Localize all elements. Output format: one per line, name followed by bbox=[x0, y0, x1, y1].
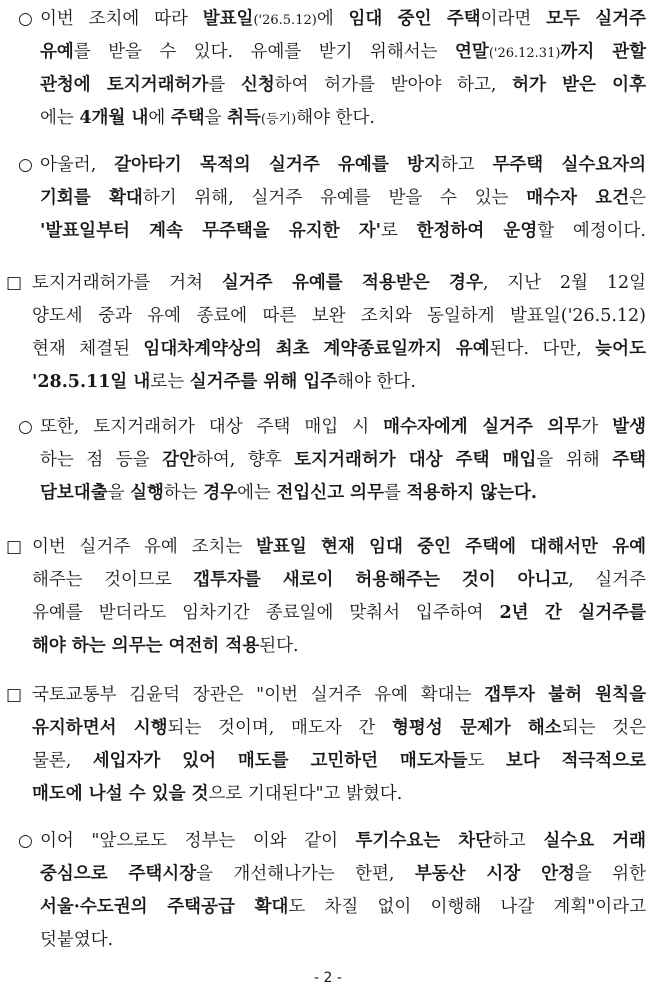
page-number: - 2 - bbox=[314, 970, 342, 986]
p2-line-1: 아울러, 갈아타기 목적의 실거주 유예를 방지하고 무주택 실수요자의 bbox=[40, 155, 646, 175]
p5-line-2: 해주는 것이므로 갭투자를 새로이 허용해주는 것이 아니고, 실거주 bbox=[32, 570, 646, 590]
square-bullet: □ bbox=[6, 685, 23, 705]
square-bullet: □ bbox=[6, 537, 23, 557]
p6-line-4: 매도에 나설 수 있을 것으로 기대된다"고 밝혔다. bbox=[32, 784, 403, 804]
circle-bullet: ○ bbox=[18, 831, 33, 851]
paragraph-2 bbox=[18, 148, 646, 250]
p4-line-1: 또한, 토지거래허가 대상 주택 매입 시 매수자에게 실거주 의무가 발생 bbox=[40, 417, 647, 437]
paragraph-4 bbox=[18, 410, 646, 512]
paragraph-5 bbox=[6, 530, 646, 666]
p3-line-4: '28.5.11일 내로는 실거주를 위해 입주해야 한다. bbox=[32, 372, 416, 392]
p7-line-3: 서울·수도권의 주택공급 확대도 차질 없이 이행해 나갈 계획"이라고 bbox=[40, 897, 647, 917]
p4-line-2: 하는 점 등을 감안하여, 향후 토지거래허가 대상 주택 매입을 위해 주택 bbox=[40, 450, 646, 470]
p7-line-2: 중심으로 주택시장을 개선해나가는 한편, 부동산 시장 안정을 위한 bbox=[40, 864, 646, 884]
p1-line-1: 이번 조치에 따라 발표일('26.5.12)에 임대 중인 주택이라면 모두 실거주 bbox=[40, 9, 647, 29]
p5-line-1: 이번 실거주 유예 조치는 발표일 현재 임대 중인 주택에 대해서만 유예 bbox=[32, 537, 646, 557]
p3-line-3: 현재 체결된 임대차계약상의 최초 계약종료일까지 유예된다. 다만, 늦어도 bbox=[32, 339, 646, 359]
p2-line-3: '발표일부터 계속 무주택을 유지한 자'로 한정하여 운영할 예정이다. bbox=[40, 221, 646, 241]
p3-line-1: 토지거래허가를 거쳐 실거주 유예를 적용받은 경우, 지난 2월 12일 bbox=[32, 273, 646, 293]
paragraph-6 bbox=[6, 678, 646, 814]
p1-line-2: 유예를 받을 수 있다. 유예를 받기 위해서는 연말('26.12.31)까지 관할 bbox=[40, 42, 647, 62]
p1-line-4: 에는 4개월 내에 주택을 취득(등기)해야 한다. bbox=[40, 108, 375, 128]
p1-line-3: 관청에 토지거래허가를 신청하여 허가를 받아야 하고, 허가 받은 이후 bbox=[40, 75, 646, 95]
paragraph-7 bbox=[18, 824, 646, 960]
paragraph-1 bbox=[18, 2, 646, 138]
p7-line-1: 이어 "앞으로도 정부는 이와 같이 투기수요는 차단하고 실수요 거래 bbox=[40, 831, 646, 851]
square-bullet: □ bbox=[6, 273, 23, 293]
p2-line-2: 기회를 확대하기 위해, 실거주 유예를 받을 수 있는 매수자 요건은 bbox=[40, 188, 647, 208]
circle-bullet: ○ bbox=[18, 9, 33, 29]
p5-line-4: 해야 하는 의무는 여전히 적용된다. bbox=[32, 636, 299, 656]
paragraph-3 bbox=[6, 266, 646, 402]
circle-bullet: ○ bbox=[18, 417, 33, 437]
circle-bullet: ○ bbox=[18, 155, 33, 175]
p6-line-3: 물론, 세입자가 있어 매도를 고민하던 매도자들도 보다 적극적으로 bbox=[32, 751, 647, 771]
p6-line-1: 국토교통부 김윤덕 장관은 "이번 실거주 유예 확대는 갭투자 불허 원칙을 bbox=[32, 685, 646, 705]
p5-line-3: 유예를 받더라도 임차기간 종료일에 맞춰서 입주하여 2년 간 실거주를 bbox=[32, 603, 646, 623]
p7-line-4: 덧붙였다. bbox=[40, 930, 114, 950]
p3-line-2: 양도세 중과 유예 종료에 따른 보완 조치와 동일하게 발표일('26.5.12) bbox=[32, 306, 646, 326]
p4-line-3: 담보대출을 실행하는 경우에는 전입신고 의무를 적용하지 않는다. bbox=[40, 483, 537, 503]
p6-line-2: 유지하면서 시행되는 것이며, 매도자 간 형평성 문제가 해소되는 것은 bbox=[32, 718, 646, 738]
